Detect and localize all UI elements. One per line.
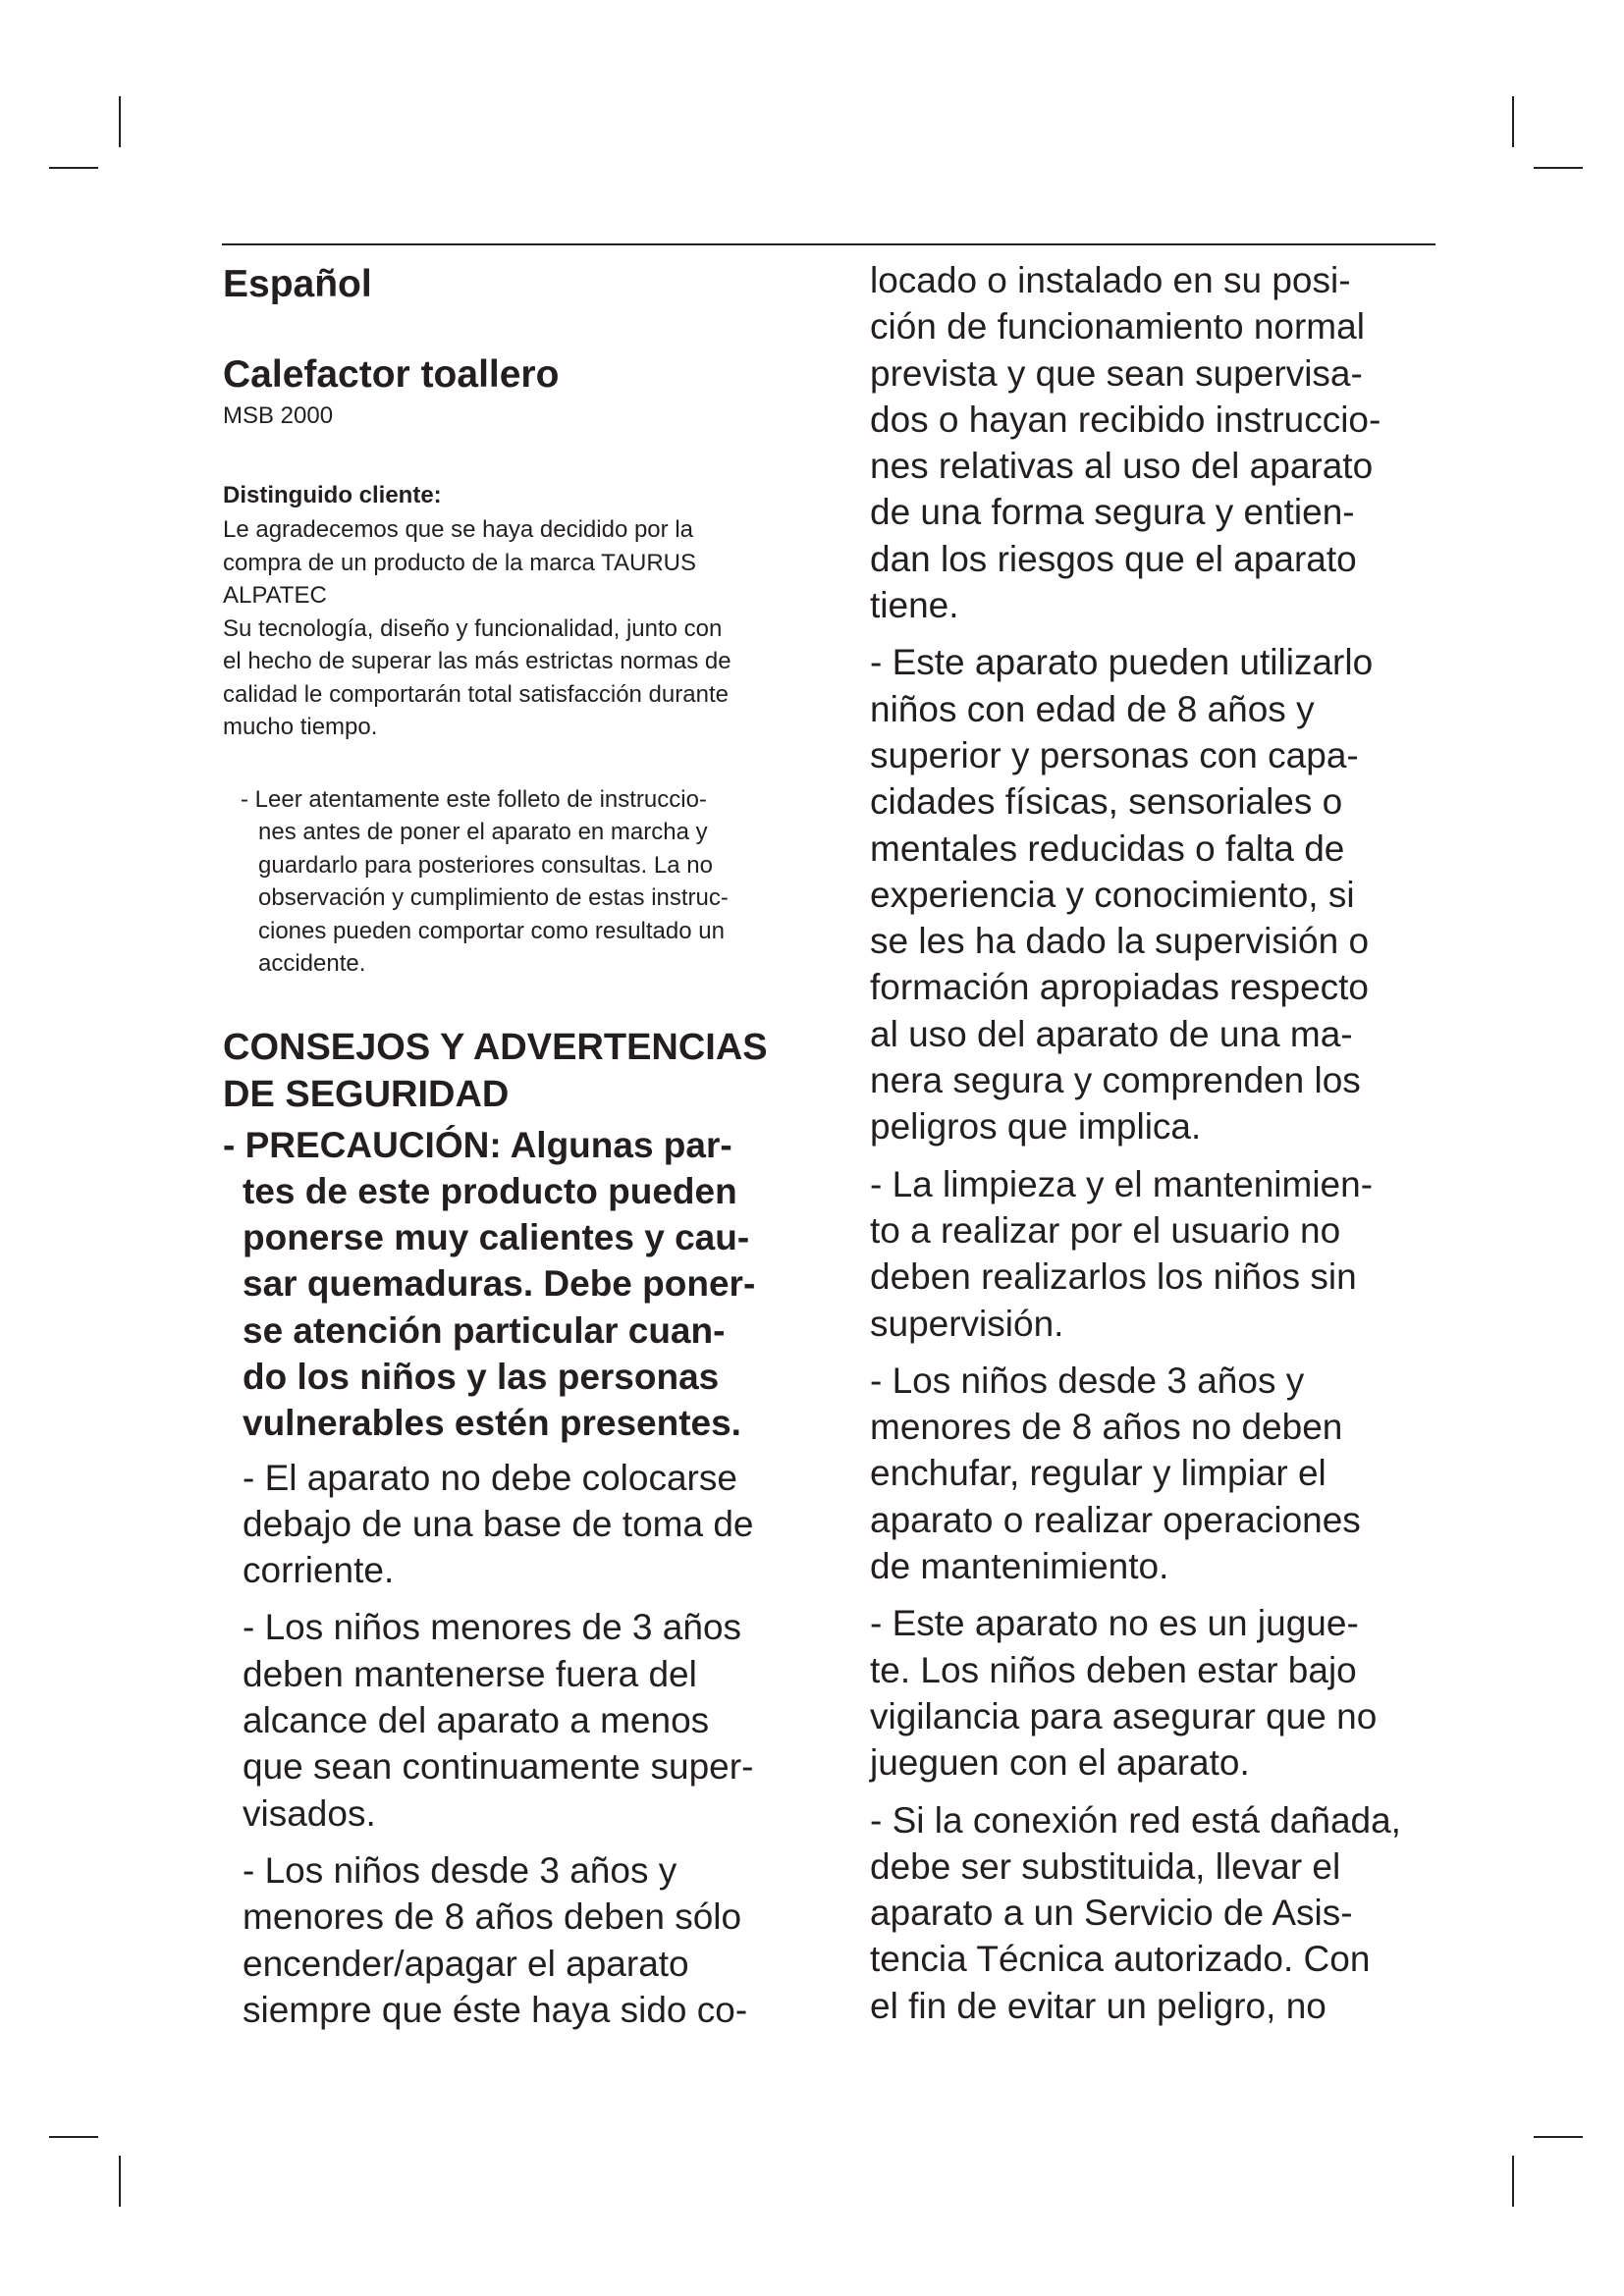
- safety-item-line: dos o hayan recibido instruccio-: [870, 399, 1381, 440]
- safety-item-line: vigilancia para asegurar que no: [870, 1695, 1378, 1736]
- safety-item-line: dan los riesgos que el aparato: [870, 538, 1357, 579]
- safety-item-line: alcance del aparato a menos: [243, 1700, 710, 1741]
- safety-item-line: niños con edad de 8 años y: [870, 688, 1315, 729]
- precaution-line: do los niños y las personas: [243, 1356, 720, 1397]
- safety-item-line: prevista y que sean supervisa-: [870, 352, 1363, 394]
- safety-item-line: aparato a un Servicio de Asis-: [870, 1893, 1353, 1934]
- left-column: [223, 257, 812, 2033]
- intro-line: calidad le comportarán total satisfacción durante: [223, 680, 729, 708]
- safety-section-heading: [223, 1024, 812, 1118]
- greeting: Distinguido cliente:: [223, 482, 442, 508]
- safety-item-line: - El aparato no debe colocarse: [243, 1457, 737, 1498]
- safety-item: [870, 639, 1479, 1149]
- notice-line: ciones pueden comportar como resultado un: [258, 917, 725, 944]
- precaution-line: sar quemaduras. Debe poner-: [243, 1263, 756, 1305]
- safety-item-line: nera segura y comprenden los: [870, 1060, 1361, 1101]
- safety-item-line: se les ha dado la supervisión o: [870, 921, 1370, 962]
- safety-item-line: menores de 8 años deben sólo: [243, 1896, 742, 1938]
- intro-paragraph: [223, 513, 812, 744]
- safety-item-line: siempre que éste haya sido co-: [243, 1989, 748, 2030]
- crop-mark-bottom-left: [49, 2136, 98, 2138]
- intro-line: el hecho de superar las más estrictas normas de: [223, 648, 731, 674]
- safety-item: [243, 1455, 812, 1594]
- precaution-line: se atención particular cuan-: [243, 1309, 726, 1351]
- safety-item: [243, 1604, 812, 1836]
- safety-item: [870, 1358, 1479, 1589]
- language-heading: Español: [223, 263, 372, 305]
- notice-line: guardarlo para posteriores consultas. La no: [258, 851, 713, 879]
- safety-item: [870, 1161, 1479, 1347]
- precaution-line: ponerse muy calientes y cau-: [243, 1217, 750, 1258]
- intro-line: ALPATEC: [223, 582, 327, 609]
- safety-item-line: aparato o realizar operaciones: [870, 1499, 1361, 1540]
- crop-mark-top-left: [49, 167, 98, 169]
- crop-mark-bottom-right: [1512, 2156, 1514, 2207]
- right-column: [870, 257, 1479, 2029]
- safety-item: [870, 1600, 1479, 1786]
- safety-item-line: - Este aparato pueden utilizarlo: [870, 642, 1374, 683]
- safety-item-line: menores de 8 años no deben: [870, 1407, 1343, 1448]
- section-heading-line: CONSEJOS Y ADVERTENCIAS: [223, 1026, 768, 1068]
- precaution-line: tes de este producto pueden: [243, 1170, 737, 1211]
- safety-item-line: - Los niños desde 3 años y: [870, 1360, 1305, 1401]
- crop-mark-top-right: [1512, 96, 1514, 147]
- safety-item-line: deben realizarlos los niños sin: [870, 1256, 1357, 1298]
- safety-item-line: jueguen con el aparato.: [870, 1742, 1250, 1784]
- safety-item-line: - Si la conexión red está dañada,: [870, 1799, 1401, 1841]
- safety-item-line: deben mantenerse fuera del: [243, 1653, 697, 1694]
- safety-item-line: cidades físicas, sensoriales o: [870, 781, 1343, 823]
- safety-item-line: peligros que implica.: [870, 1106, 1202, 1148]
- section-heading-line: DE SEGURIDAD: [223, 1073, 510, 1115]
- intro-line: compra de un producto de la marca TAURUS: [223, 549, 697, 576]
- notice-line: accidente.: [258, 950, 366, 977]
- safety-item-line: encender/apagar el aparato: [243, 1943, 689, 1984]
- intro-line: mucho tiempo.: [223, 714, 378, 740]
- safety-item-line: que sean continuamente super-: [243, 1746, 754, 1788]
- precaution-line: vulnerables estén presentes.: [243, 1403, 741, 1444]
- safety-item-line: experiencia y conocimiento, si: [870, 874, 1355, 915]
- safety-item-line: visados.: [243, 1792, 376, 1834]
- safety-item-line: to a realizar por el usuario no: [870, 1209, 1341, 1251]
- intro-line: Le agradecemos que se haya decidido por la: [223, 516, 693, 543]
- precaution-line: - PRECAUCIÓN: Algunas par-: [223, 1124, 732, 1165]
- safety-item-line: - Los niños menores de 3 años: [243, 1607, 742, 1648]
- safety-item: [243, 1847, 812, 2033]
- safety-item-line: - Los niños desde 3 años y: [243, 1849, 677, 1891]
- crop-mark-bottom-left: [119, 2156, 121, 2207]
- safety-item: [870, 1797, 1479, 2029]
- safety-item-line: supervisión.: [870, 1303, 1064, 1344]
- safety-item-continued: [870, 257, 1479, 628]
- safety-item-line: de una forma segura y entien-: [870, 492, 1355, 533]
- crop-mark-top-right: [1534, 167, 1583, 169]
- crop-mark-bottom-right: [1534, 2136, 1583, 2138]
- safety-item-line: - La limpieza y el mantenimien-: [870, 1163, 1374, 1204]
- safety-item-line: tencia Técnica autorizado. Con: [870, 1939, 1371, 1980]
- safety-item-line: de mantenimiento.: [870, 1546, 1169, 1587]
- safety-item-line: ción de funcionamiento normal: [870, 306, 1365, 347]
- safety-item-line: enchufar, regular y limpiar el: [870, 1453, 1326, 1494]
- intro-line: Su tecnología, diseño y funcionalidad, junto con: [223, 614, 723, 642]
- safety-item-line: - Este aparato no es un jugue-: [870, 1603, 1359, 1644]
- product-title: Calefactor toallero: [223, 353, 560, 396]
- safety-item-line: superior y personas con capa-: [870, 734, 1359, 775]
- header-rule: [222, 243, 1435, 245]
- safety-item-line: formación apropiadas respecto: [870, 967, 1370, 1008]
- model-number: MSB 2000: [223, 402, 334, 429]
- safety-item-line: locado o instalado en su posi-: [870, 260, 1351, 300]
- safety-item-line: al uso del aparato de una ma-: [870, 1013, 1353, 1054]
- safety-item-line: debajo de una base de toma de: [243, 1503, 754, 1544]
- safety-item-line: tiene.: [870, 585, 959, 626]
- notice-line: nes antes de poner el aparato en marcha y: [258, 819, 708, 845]
- safety-item-line: debe ser substituida, llevar el: [870, 1845, 1341, 1887]
- safety-item-line: te. Los niños deben estar bajo: [870, 1649, 1357, 1690]
- safety-item-line: nes relativas al uso del aparato: [870, 446, 1374, 487]
- safety-item-line: corriente.: [243, 1550, 395, 1591]
- notice-line: observación y cumplimiento de estas instruc-: [258, 884, 729, 911]
- precaution-warning: [223, 1122, 812, 1447]
- safety-item-line: el fin de evitar un peligro, no: [870, 1985, 1326, 2026]
- read-instructions-notice: [241, 783, 812, 981]
- notice-line: - Leer atentamente este folleto de instruccio-: [241, 785, 707, 813]
- crop-mark-top-left: [119, 96, 121, 147]
- safety-item-line: mentales reducidas o falta de: [870, 828, 1345, 869]
